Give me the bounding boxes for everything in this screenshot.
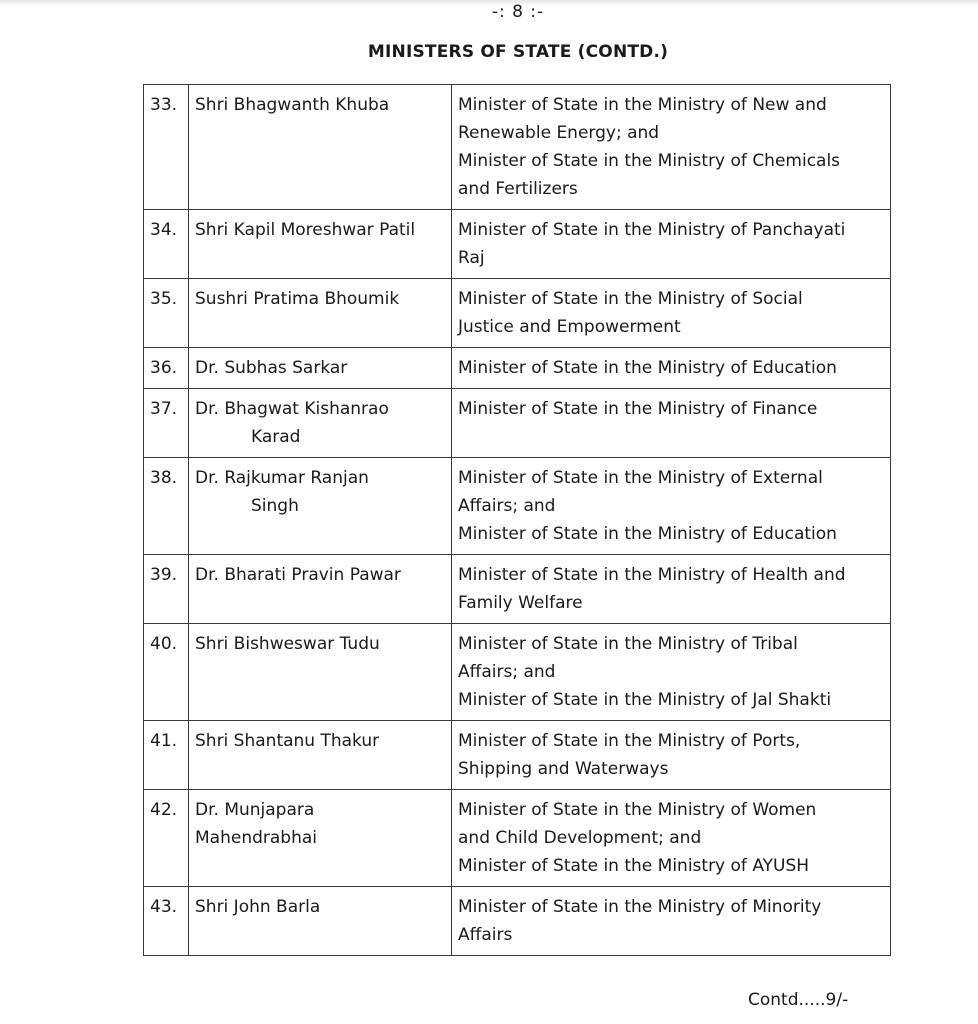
- serial-number: 43.: [144, 887, 189, 956]
- table-row: [144, 790, 891, 887]
- portfolio-line: Affairs; and: [458, 496, 556, 516]
- ministers-table-body: [144, 85, 891, 956]
- minister-name: [189, 624, 452, 721]
- portfolio-line: Minister of State in the Ministry of New and: [458, 95, 827, 115]
- minister-name-line: Sushri Pratima Bhoumik: [195, 289, 400, 309]
- portfolio-line: Minister of State in the Ministry of Education: [458, 524, 837, 544]
- table-row: [144, 210, 891, 279]
- minister-name-line: Shri Kapil Moreshwar Patil: [195, 220, 416, 240]
- minister-name-line: Shri Bishweswar Tudu: [195, 634, 380, 654]
- minister-name: [189, 721, 452, 790]
- table-row: [144, 348, 891, 389]
- minister-name: [189, 348, 452, 389]
- page-number: -: 8 :-: [491, 2, 545, 22]
- table-row: [144, 721, 891, 790]
- portfolio: [452, 389, 891, 458]
- table-row: [144, 279, 891, 348]
- portfolio: [452, 85, 891, 210]
- minister-name-line: Shri Shantanu Thakur: [195, 731, 380, 751]
- portfolio: [452, 555, 891, 624]
- table-row: [144, 555, 891, 624]
- portfolio-line: Affairs: [458, 925, 513, 945]
- portfolio: [452, 790, 891, 887]
- portfolio-line: Family Welfare: [458, 593, 583, 613]
- table-row: [144, 389, 891, 458]
- ministers-table: [143, 84, 891, 956]
- portfolio-line: Minister of State in the Ministry of External: [458, 468, 823, 488]
- minister-name: [189, 555, 452, 624]
- minister-name: [189, 210, 452, 279]
- portfolio-line: and Fertilizers: [458, 179, 578, 199]
- portfolio-line: Minister of State in the Ministry of Tribal: [458, 634, 798, 654]
- minister-name: [189, 279, 452, 348]
- minister-name-line: Karad: [251, 427, 301, 447]
- portfolio-line: Minister of State in the Ministry of Minority: [458, 897, 822, 917]
- portfolio-line: Justice and Empowerment: [458, 317, 681, 337]
- portfolio: [452, 279, 891, 348]
- portfolio: [452, 458, 891, 555]
- minister-name-line: Mahendrabhai: [195, 828, 317, 848]
- table-row: [144, 887, 891, 956]
- serial-number: 37.: [144, 389, 189, 458]
- minister-name: [189, 790, 452, 887]
- portfolio-line: Shipping and Waterways: [458, 759, 669, 779]
- serial-number: 33.: [144, 85, 189, 210]
- portfolio: [452, 721, 891, 790]
- portfolio-line: Raj: [458, 248, 485, 268]
- table-row: [144, 458, 891, 555]
- portfolio-line: Minister of State in the Ministry of Education: [458, 358, 837, 378]
- table-row: [144, 85, 891, 210]
- minister-name-line: Dr. Bhagwat Kishanrao: [195, 399, 389, 419]
- serial-number: 36.: [144, 348, 189, 389]
- portfolio-line: Minister of State in the Ministry of Social: [458, 289, 803, 309]
- portfolio: [452, 624, 891, 721]
- continued-note: Contd.....9/-: [748, 990, 849, 1010]
- minister-name-line: Singh: [251, 496, 299, 516]
- minister-name-line: Dr. Rajkumar Ranjan: [195, 468, 369, 488]
- minister-name-line: Dr. Bharati Pravin Pawar: [195, 565, 401, 585]
- portfolio: [452, 348, 891, 389]
- portfolio-line: Minister of State in the Ministry of Jal Shakti: [458, 690, 832, 710]
- minister-name: [189, 887, 452, 956]
- portfolio-line: Minister of State in the Ministry of Chemicals: [458, 151, 841, 171]
- minister-name: [189, 85, 452, 210]
- minister-name-line: Dr. Munjapara: [195, 800, 315, 820]
- portfolio: [452, 210, 891, 279]
- serial-number: 40.: [144, 624, 189, 721]
- portfolio-line: and Child Development; and: [458, 828, 702, 848]
- portfolio-line: Minister of State in the Ministry of Finance: [458, 399, 818, 419]
- serial-number: 34.: [144, 210, 189, 279]
- serial-number: 39.: [144, 555, 189, 624]
- portfolio-line: Minister of State in the Ministry of Ports,: [458, 731, 801, 751]
- minister-name: [189, 458, 452, 555]
- minister-name-line: Shri Bhagwanth Khuba: [195, 95, 390, 115]
- portfolio-line: Renewable Energy; and: [458, 123, 660, 143]
- portfolio: [452, 887, 891, 956]
- portfolio-line: Minister of State in the Ministry of Women: [458, 800, 817, 820]
- portfolio-line: Minister of State in the Ministry of AYUSH: [458, 856, 810, 876]
- table-row: [144, 624, 891, 721]
- portfolio-line: Affairs; and: [458, 662, 556, 682]
- minister-name-line: Shri John Barla: [195, 897, 321, 917]
- minister-name: [189, 389, 452, 458]
- portfolio-line: Minister of State in the Ministry of Health and: [458, 565, 846, 585]
- serial-number: 38.: [144, 458, 189, 555]
- serial-number: 42.: [144, 790, 189, 887]
- page-title: MINISTERS OF STATE (CONTD.): [367, 42, 669, 62]
- serial-number: 41.: [144, 721, 189, 790]
- minister-name-line: Dr. Subhas Sarkar: [195, 358, 348, 378]
- portfolio-line: Minister of State in the Ministry of Panchayati: [458, 220, 846, 240]
- serial-number: 35.: [144, 279, 189, 348]
